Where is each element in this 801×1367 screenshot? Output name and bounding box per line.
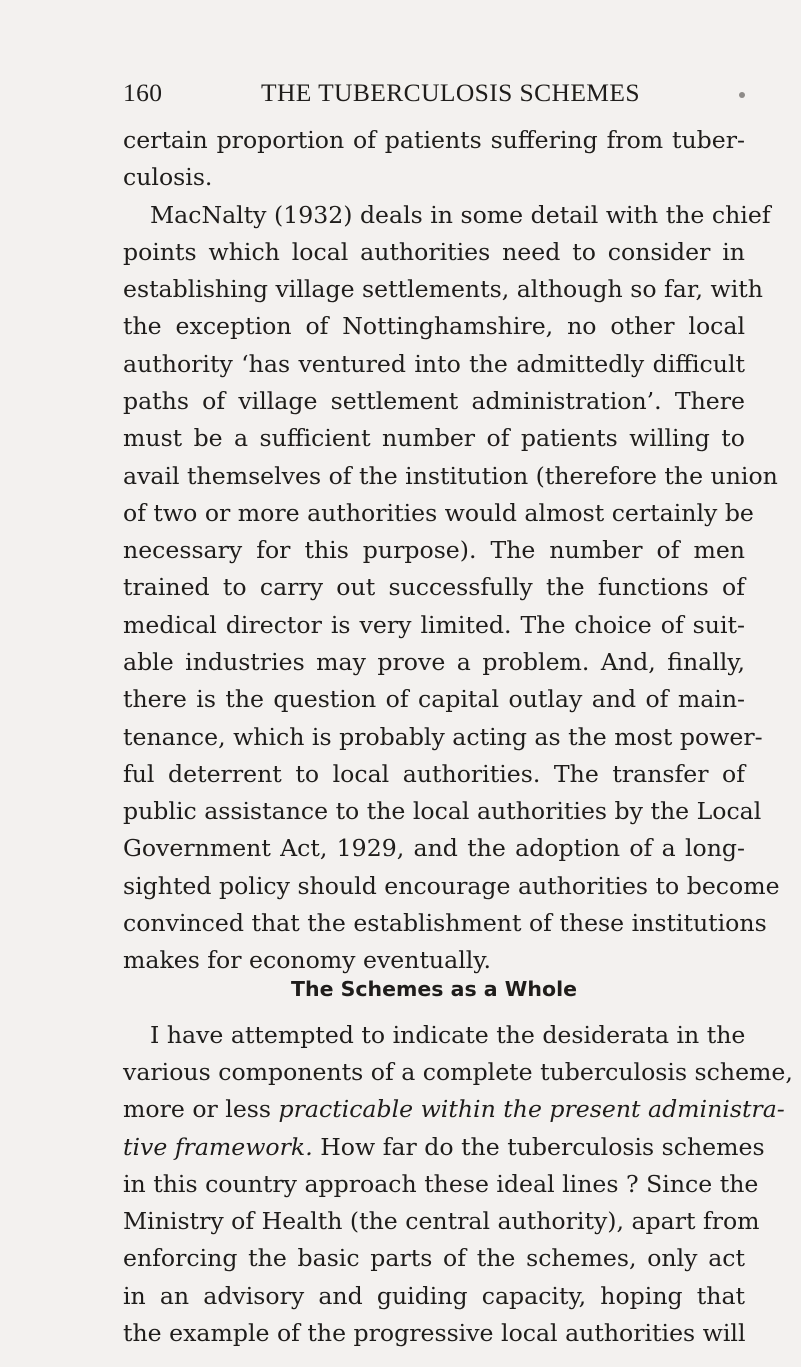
- text-line: certain proportion of patients suffering from tuber-: [123, 126, 745, 154]
- italic-text-run: practicable within the present administra-: [278, 1095, 785, 1124]
- text-line: Ministry of Health (the central authority), apart from: [123, 1207, 760, 1236]
- text-line: in an advisory and guiding capacity, hoping that: [123, 1281, 745, 1310]
- text-line: there is the question of capital outlay and of main-: [123, 685, 745, 714]
- text-line: makes for economy eventually.: [123, 946, 491, 975]
- text-line: public assistance to the local authorities by the Local: [123, 797, 762, 826]
- text-line: paths of village settlement administration’. There: [123, 386, 745, 415]
- text-line: I have attempted to indicate the desiderata in the: [150, 1020, 746, 1049]
- text-line: tenance, which is probably acting as the most power-: [123, 722, 763, 751]
- section-heading: The Schemes as a Whole: [291, 977, 577, 1002]
- text-run: more or less: [123, 1095, 279, 1124]
- text-line: avail themselves of the institution (therefore the union: [123, 461, 778, 490]
- text-line: able industries may prove a problem. And, finally,: [123, 647, 745, 676]
- text-line: ful deterrent to local authorities. The transfer of: [123, 759, 745, 788]
- print-speck: [739, 92, 745, 98]
- text-line: MacNalty (1932) deals in some detail with the chief: [150, 200, 771, 229]
- text-line: convinced that the establishment of these institutions: [123, 908, 767, 937]
- italic-text-run: tive framework.: [123, 1132, 313, 1161]
- text-line: sighted policy should encourage authorities to become: [123, 871, 780, 900]
- text-line: in this country approach these ideal lines ? Since the: [123, 1169, 759, 1198]
- text-line: Government Act, 1929, and the adoption of a long-: [123, 834, 745, 863]
- text-line: various components of a complete tuberculosis scheme,: [123, 1058, 793, 1087]
- text-line: medical director is very limited. The choice of suit-: [123, 610, 745, 639]
- text-line: of two or more authorities would almost certainly be: [123, 498, 754, 527]
- text-line: necessary for this purpose). The number of men: [123, 536, 745, 565]
- running-head: [123, 78, 745, 118]
- text-line: trained to carry out successfully the functions of: [123, 573, 745, 602]
- text-line: [123, 1127, 765, 1167]
- text-line: the exception of Nottinghamshire, no other local: [123, 312, 745, 341]
- text-line: the example of the progressive local authorities will: [123, 1319, 746, 1347]
- text-line: points which local authorities need to consider in: [123, 237, 745, 266]
- text-line: authority ‘has ventured into the admittedly difficult: [123, 349, 745, 378]
- text-line: enforcing the basic parts of the schemes, only act: [123, 1244, 745, 1273]
- text-line: culosis.: [123, 163, 213, 192]
- page-number: 160: [123, 78, 163, 107]
- running-title: THE TUBERCULOSIS SCHEMES: [261, 78, 640, 107]
- text-line: [123, 1089, 785, 1129]
- text-line: establishing village settlements, although so far, with: [123, 275, 763, 304]
- text-line: must be a sufficient number of patients willing to: [123, 424, 745, 453]
- text-run: How far do the tuberculosis schemes: [312, 1132, 765, 1161]
